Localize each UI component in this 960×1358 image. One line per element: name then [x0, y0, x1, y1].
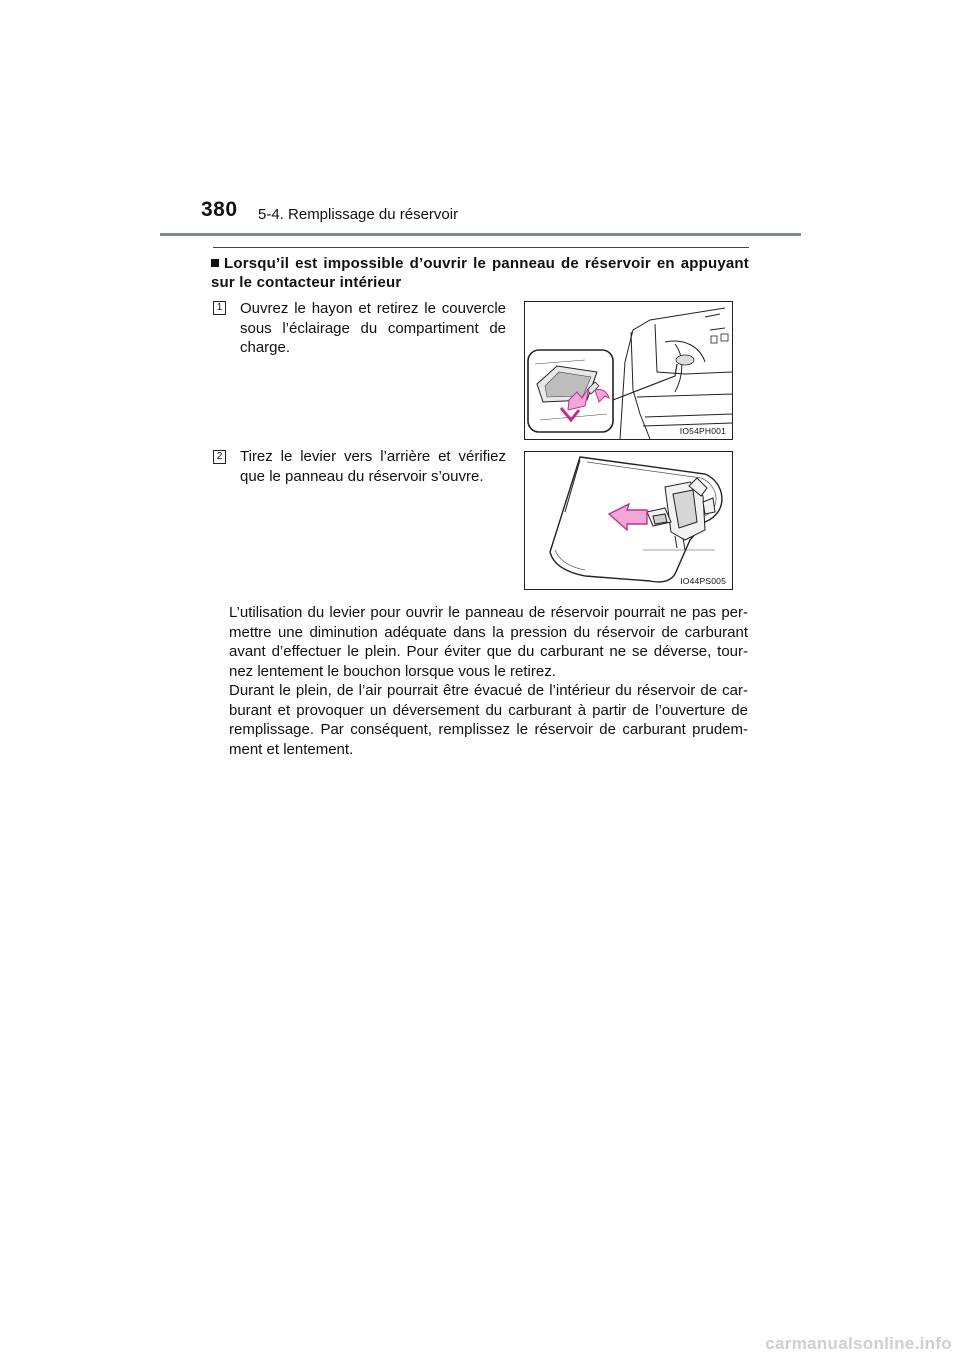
section-title: 5-4. Remplissage du réservoir: [258, 206, 459, 223]
paragraph-2: Durant le plein, de l’air pourrait être évacué de l’intérieur du réservoir de car-burant et provoquer un déversement du carburant à partir de l’ouverture de remplissage. Par conséquent, remplissez le réservoir de carburant prudem-ment et lentement.: [229, 682, 748, 758]
step-text-2: Tirez le levier vers l’arrière et vérifiez que le panneau du réservoir s’ouvre.: [240, 448, 506, 485]
subhead-text: Lorsqu’il est impossible d’ouvrir le panneau de réservoir en appuyant sur le contacteur intérieur: [211, 255, 749, 291]
figure-2: [524, 451, 733, 590]
step-number-1: 1: [213, 301, 226, 315]
figure-code-2: IO44PS005: [680, 576, 726, 586]
figure-1: [524, 301, 733, 440]
watermark: carmanualsonline.info: [765, 1334, 952, 1353]
square-bullet-icon: [211, 259, 219, 267]
step-number-2: 2: [213, 450, 226, 464]
step-text-1: Ouvrez le hayon et retirez le couvercle sous l’éclairage du compartiment de charge.: [240, 300, 506, 356]
fuel-door-lever-illustration: [525, 452, 732, 589]
subhead: [211, 254, 749, 292]
cargo-light-cover-illustration: [525, 302, 732, 439]
body-paragraphs: [229, 603, 748, 759]
page-number: 380: [201, 198, 238, 221]
header-rule: [160, 233, 801, 236]
paragraph-1: L’utilisation du levier pour ouvrir le panneau de réservoir pourrait ne pas per-mettre une diminution adéquate dans la pression du réservoir de carburant avant d’effectuer le plein. Pour éviter que du carburant ne se déverse, tour-nez lentement le bouchon lorsque vous le retirez.: [229, 604, 748, 680]
figure-code-1: IO54PH001: [679, 426, 726, 436]
subhead-top-rule: [213, 247, 749, 248]
